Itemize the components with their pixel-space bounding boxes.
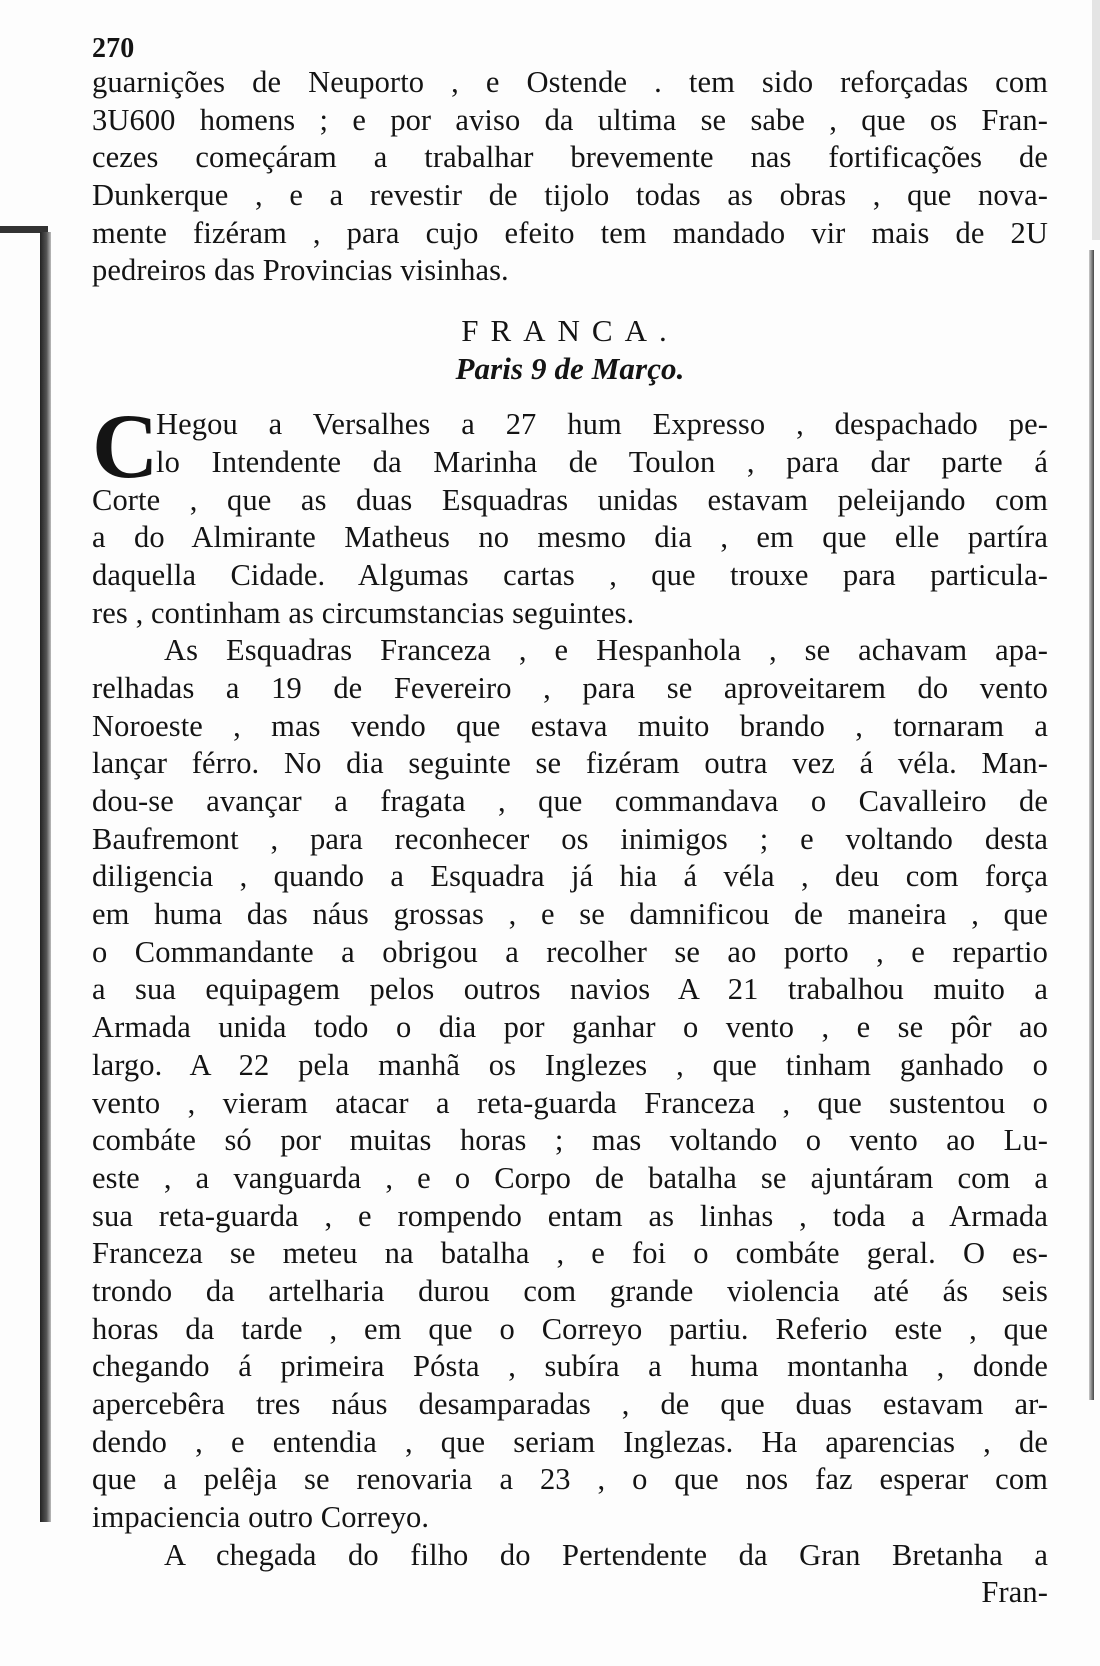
- paragraph-2: [92, 632, 1048, 1537]
- text-line: trondo da artelharia durou com grande violencia até ás seis: [92, 1273, 1048, 1308]
- text-line: Hegou a Versalhes a 27 hum Expresso , despachado pe-: [156, 407, 1048, 442]
- text-line: daquella Cidade. Algumas cartas , que trouxe para particula-: [92, 557, 1048, 592]
- text-line: A chegada do filho do Pertendente da Gran Bretanha a: [164, 1537, 1048, 1572]
- text-column: [92, 34, 1048, 1612]
- text-line: 3U600 homens ; e por aviso da ultima se sabe , que os Fran-: [92, 102, 1048, 137]
- text-line: dendo , e entendia , que seriam Inglezas. Ha aparencias , de: [92, 1424, 1048, 1459]
- catchword: Fran-: [981, 1575, 1048, 1610]
- dateline: Paris 9 de Março.: [455, 351, 685, 387]
- paragraph-1: [92, 395, 1048, 632]
- text-line: este , a vanguarda , e o Corpo de batalha se ajuntáram com a: [92, 1160, 1048, 1195]
- text-line: Armada unida todo o dia por ganhar o vento , e se pôr ao: [92, 1010, 1048, 1045]
- text-line: impaciencia outro Correyo.: [92, 1500, 430, 1535]
- text-line: res , continham as circumstancias seguintes.: [92, 595, 635, 630]
- text-line: Baufremont , para reconhecer os inimigos ; e voltando desta: [92, 821, 1048, 856]
- text-line: horas da tarde , em que o Correyo partiu. Referio este , que: [92, 1311, 1048, 1346]
- text-line: cezes começáram a trabalhar brevemente nas fortificações de: [92, 140, 1048, 175]
- text-line: a sua equipagem pelos outros navios A 21 trabalhou muito a: [92, 972, 1048, 1007]
- text-line: mente fizéram , para cujo efeito tem mandado vir mais de 2U: [92, 215, 1048, 250]
- text-line: guarnições de Neuporto , e Ostende . tem sido reforçadas com: [92, 65, 1048, 99]
- text-line: lo Intendente da Marinha de Toulon , para dar parte á: [156, 444, 1048, 479]
- text-line: vento , vieram atacar a reta-guarda Franceza , que sustentou o: [92, 1085, 1048, 1120]
- text-line: que a pelêja se renovaria a 23 , o que nos faz esperar com: [92, 1462, 1048, 1497]
- text-line: largo. A 22 pela manhã os Inglezes , que tinham ganhado o: [92, 1047, 1048, 1082]
- text-line: diligencia , quando a Esquadra já hia á véla , deu com força: [92, 859, 1048, 894]
- text-line: Corte , que as duas Esquadras unidas estavam peleijando com: [92, 482, 1048, 517]
- text-line: Franceza se meteu na batalha , e foi o combáte geral. O es-: [92, 1236, 1048, 1271]
- text-line: o Commandante a obrigou a recolher se ao porto , e repartio: [92, 934, 1048, 969]
- intro-paragraph: [92, 64, 1048, 290]
- page-number: 270: [92, 33, 135, 64]
- text-line: pedreiros das Provincias visinhas.: [92, 253, 509, 288]
- text-line: combáte só por muitas horas ; mas voltando o vento ao Lu-: [92, 1123, 1048, 1158]
- section-heading: FRANCA.: [461, 313, 679, 349]
- text-line: chegando á primeira Pósta , subíra a huma montanha , donde: [92, 1349, 1048, 1384]
- text-line: apercebêra tres náus desamparadas , de que duas estavam ar-: [92, 1387, 1048, 1421]
- text-line: sua reta-guarda , e rompendo entam as linhas , toda a Armada: [92, 1198, 1048, 1233]
- text-line: a do Almirante Matheus no mesmo dia , em que elle partíra: [92, 520, 1048, 555]
- text-line: dou-se avançar a fragata , que commandava o Cavalleiro de: [92, 784, 1048, 818]
- text-line: em huma das náus grossas , e se damnificou de maneira , que: [92, 897, 1048, 932]
- text-line: Dunkerque , e a revestir de tijolo todas as obras , que nova-: [92, 178, 1048, 213]
- text-line: lançar férro. No dia seguinte se fizéram outra vez á véla. Man-: [92, 746, 1048, 781]
- paragraph-3: [92, 1537, 1048, 1612]
- text-line: Noroeste , mas vendo que estava muito brando , tornaram a: [92, 708, 1048, 743]
- page-edge-shadow-top-right: [1092, 0, 1100, 240]
- text-line: As Esquadras Franceza , e Hespanhola , se achavam apa-: [164, 633, 1048, 668]
- drop-cap: C: [92, 395, 159, 498]
- text-line: relhadas a 19 de Fevereiro , para se aproveitarem do vento: [92, 670, 1048, 705]
- page-edge-shadow-right: [1089, 250, 1094, 1400]
- page-edge-shadow-left: [40, 232, 51, 1522]
